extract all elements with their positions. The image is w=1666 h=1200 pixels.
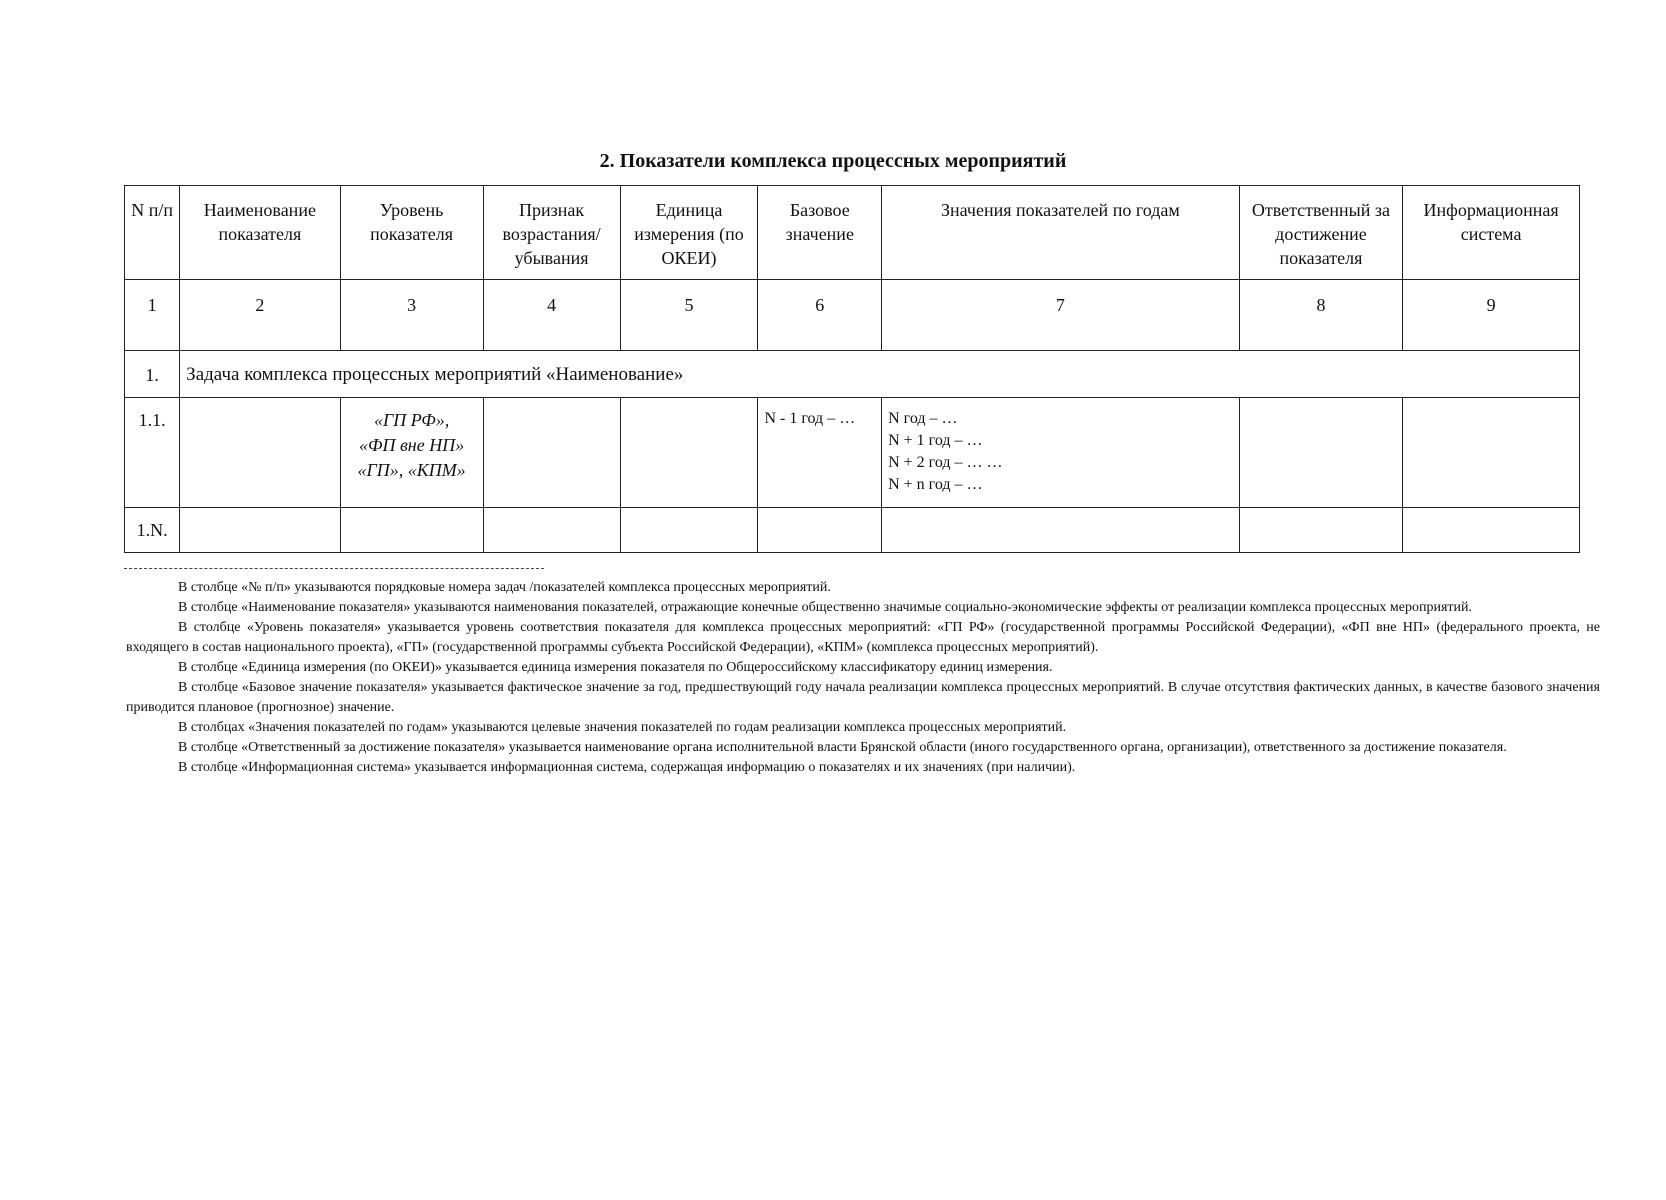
header-cell: Признак возрастания/ убывания xyxy=(483,186,620,280)
task-number-cell: 1. xyxy=(125,351,180,398)
column-number-cell: 8 xyxy=(1239,280,1402,351)
header-cell: Значения показателей по годам xyxy=(882,186,1240,280)
column-number-cell: 9 xyxy=(1403,280,1580,351)
footnote: В столбцах «Значения показателей по годам» указываются целевые значения показателей по годам реализации комплекса процессных мероприятий. xyxy=(178,720,1067,735)
column-number-row xyxy=(125,280,1580,351)
empty-cell xyxy=(758,508,882,553)
empty-cell xyxy=(340,508,483,553)
footnote: В столбце «Наименование показателя» указываются наименования показателей, отражающие конечные общественно значимые социально-экономические эффекты от реализации комплекса процессных мероприятий. xyxy=(178,600,1473,615)
header-cell: Базовое значение xyxy=(758,186,882,280)
footnote: В столбце «Уровень показателя» указывается уровень соответствия показателя для комплекса процессных мероприятий: «ГП РФ» (государственной программы Российской Федерации), «ФП вне НП» (федерального проекта, не входящего в состав национального проекта), «ГП» (государственной программы субъекта Российской Федерации), «КПМ» (комплекса процессных мероприятий). xyxy=(126,620,1600,655)
header-cell: Ответственный за достижение показателя xyxy=(1239,186,1402,280)
page-title: 2. Показатели комплекса процессных мероприятий xyxy=(599,150,1067,172)
column-number-cell: 3 xyxy=(340,280,483,351)
header-cell: Наименование показателя xyxy=(180,186,340,280)
table-row xyxy=(125,508,1580,553)
year-value-line: N + 1 год – … xyxy=(888,432,983,449)
column-number-cell: 6 xyxy=(758,280,882,351)
header-cell: N п/п xyxy=(125,186,180,280)
empty-cell xyxy=(1403,508,1580,553)
empty-cell xyxy=(882,508,1240,553)
footnote: В столбце «Информационная система» указывается информационная система, содержащая информацию о показателях и их значениях (при наличии). xyxy=(178,760,1076,775)
footnote-separator xyxy=(124,568,544,569)
row-number-cell: 1.N. xyxy=(125,508,180,553)
year-value-line: N + n год – … xyxy=(888,476,983,493)
footnote: В столбце «Базовое значение показателя» указывается фактическое значение за год, предшествующий году начала реализации комплекса процессных мероприятий. В случае отсутствия фактических данных, в качестве базового значения приводится плановое (прогнозное) значение. xyxy=(126,680,1600,715)
empty-cell xyxy=(1239,508,1402,553)
level-line: «ГП РФ», xyxy=(373,410,450,430)
row-number-cell: 1.1. xyxy=(125,398,180,508)
indicator-name-cell xyxy=(180,398,340,508)
column-number-cell: 4 xyxy=(483,280,620,351)
base-value-cell: N - 1 год – … xyxy=(758,398,882,508)
header-cell: Уровень показателя xyxy=(340,186,483,280)
task-label-cell: Задача комплекса процессных мероприятий «Наименование» xyxy=(180,351,1580,398)
column-number-cell: 1 xyxy=(125,280,180,351)
footnote: В столбце «Ответственный за достижение показателя» указывается наименование органа исполнительной власти Брянской области (иного государственного органа, организации), ответственного за достижение показателя. xyxy=(178,740,1507,755)
year-values-cell xyxy=(882,398,1240,508)
info-system-cell xyxy=(1403,398,1580,508)
empty-cell xyxy=(180,508,340,553)
unit-cell xyxy=(620,398,758,508)
column-number-cell: 5 xyxy=(620,280,758,351)
level-line: «ГП», «КПМ» xyxy=(357,460,466,480)
header-cell: Информационная система xyxy=(1403,186,1580,280)
empty-cell xyxy=(620,508,758,553)
task-row xyxy=(125,351,1580,398)
level-line: «ФП вне НП» xyxy=(358,435,465,455)
footnote: В столбце «Единица измерения (по ОКЕИ)» указывается единица измерения показателя по Общероссийскому классификатору единиц измерения. xyxy=(178,660,1053,675)
trend-cell xyxy=(483,398,620,508)
footnote: В столбце «№ п/п» указываются порядковые номера задач /показателей комплекса процессных мероприятий. xyxy=(178,580,831,595)
empty-cell xyxy=(483,508,620,553)
indicator-level-cell xyxy=(340,398,483,508)
table-header-row xyxy=(125,186,1580,280)
indicators-table xyxy=(124,185,1580,553)
column-number-cell: 2 xyxy=(180,280,340,351)
responsible-cell xyxy=(1239,398,1402,508)
column-number-cell: 7 xyxy=(882,280,1240,351)
table-row xyxy=(125,398,1580,508)
footnotes xyxy=(126,578,1600,778)
year-value-line: N + 2 год – … … xyxy=(888,454,1003,471)
year-value-line: N год – … xyxy=(888,410,958,427)
header-cell: Единица измерения (по ОКЕИ) xyxy=(620,186,758,280)
